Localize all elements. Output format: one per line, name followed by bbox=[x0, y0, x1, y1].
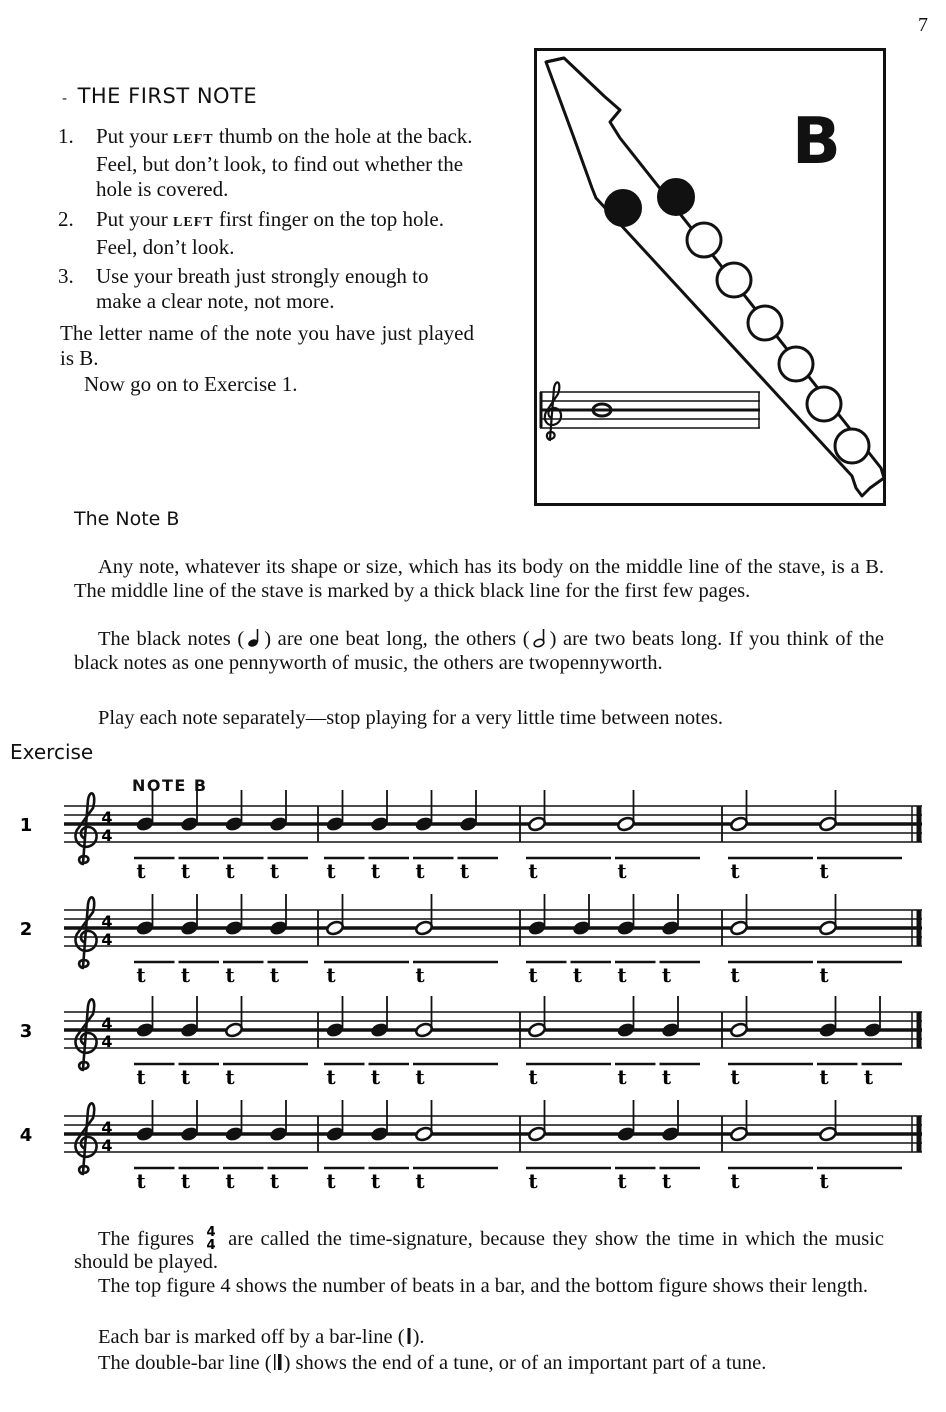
tongue-mark: t bbox=[730, 1169, 740, 1193]
tongue-mark: t bbox=[617, 963, 627, 987]
treble-clef-icon bbox=[75, 1103, 96, 1174]
tongue-mark: t bbox=[819, 963, 829, 987]
tongue-mark: t bbox=[528, 1065, 538, 1089]
tongue-mark: t bbox=[617, 1065, 627, 1089]
time-signature-top: 4 bbox=[101, 808, 113, 827]
tongue-mark: t bbox=[136, 1169, 146, 1193]
tongue-mark: t bbox=[730, 859, 740, 883]
exercise-label: Exercise bbox=[10, 740, 94, 764]
tongue-mark: t bbox=[730, 1065, 740, 1089]
tongue-mark: t bbox=[617, 1169, 627, 1193]
para-text: Each bar is marked off by a bar-line ( bbox=[98, 1326, 405, 1348]
tongue-mark: t bbox=[370, 1169, 381, 1193]
step-text: Put your bbox=[96, 207, 174, 231]
para-text: The double-bar line ( bbox=[98, 1352, 272, 1374]
tongue-mark: t bbox=[225, 963, 235, 987]
heading-title: THE FIRST NOTE bbox=[77, 84, 258, 108]
tongue-mark: t bbox=[180, 963, 191, 987]
row-number: 1 bbox=[19, 815, 33, 836]
para-text: ) shows the end of a tune, or of an important part of a tune. bbox=[283, 1352, 767, 1374]
tongue-mark: t bbox=[459, 859, 470, 883]
tongue-mark: t bbox=[180, 859, 191, 883]
time-signature-top: 4 bbox=[101, 1014, 113, 1033]
time-signature-top: 4 bbox=[101, 912, 113, 931]
tongue-mark: t bbox=[415, 1065, 425, 1089]
tongue-mark: t bbox=[661, 963, 672, 987]
open-hole-icon bbox=[835, 429, 869, 463]
para-text: ) are one beat long, the others ( bbox=[264, 628, 530, 650]
instruction-step-1 bbox=[58, 124, 478, 202]
row-number: 4 bbox=[19, 1125, 33, 1146]
tongue-mark: t bbox=[415, 859, 425, 883]
tongue-mark: t bbox=[269, 963, 280, 987]
tongue-mark: t bbox=[225, 1065, 235, 1089]
step-number: 1. bbox=[58, 124, 74, 148]
note-b-paragraph-2 bbox=[74, 627, 884, 675]
tongue-mark: t bbox=[370, 859, 381, 883]
open-hole-icon bbox=[807, 387, 841, 421]
open-hole-icon bbox=[748, 306, 782, 340]
open-hole-icon bbox=[779, 347, 813, 381]
covered-hole-icon bbox=[605, 190, 641, 226]
tongue-mark: t bbox=[136, 1065, 146, 1089]
ts-inline-bottom: 4 bbox=[206, 1238, 216, 1250]
tongue-mark: t bbox=[661, 1065, 672, 1089]
time-signature-bottom: 4 bbox=[101, 930, 113, 949]
tongue-mark: t bbox=[180, 1065, 191, 1089]
tongue-mark: t bbox=[136, 963, 146, 987]
first-note-heading bbox=[62, 84, 257, 108]
tongue-mark: t bbox=[180, 1169, 191, 1193]
time-signature-bottom: 4 bbox=[101, 1032, 113, 1051]
covered-hole-icon bbox=[658, 179, 694, 215]
step-emphasis: LEFT bbox=[173, 132, 214, 147]
tongue-mark: t bbox=[370, 1065, 381, 1089]
open-hole-icon bbox=[717, 263, 751, 297]
top-figure-explanation: The top figure 4 shows the number of beats in a bar, and the bottom figure shows their length. bbox=[98, 1275, 869, 1297]
instruction-step-2 bbox=[58, 207, 478, 260]
tongue-mark: t bbox=[819, 859, 829, 883]
treble-clef-icon bbox=[75, 999, 96, 1070]
para-text: ). bbox=[412, 1326, 425, 1348]
time-signature-bottom: 4 bbox=[101, 826, 113, 845]
page-number: 7 bbox=[918, 14, 928, 36]
tongue-mark: t bbox=[730, 963, 740, 987]
chart-stave bbox=[540, 382, 760, 440]
double-barline-icon bbox=[272, 1353, 284, 1371]
note-letter: B bbox=[792, 105, 841, 179]
note-b-paragraph-3: Play each note separately—stop playing for a very little time between notes. bbox=[98, 707, 724, 729]
tongue-mark: t bbox=[415, 963, 425, 987]
tongue-mark: t bbox=[225, 859, 235, 883]
step-text-rest: thumb on the hole at the back. Feel, but don’t look, to find out whether the hole is covered. bbox=[96, 124, 473, 201]
step-number: 2. bbox=[58, 207, 74, 231]
step-text: Put your bbox=[96, 124, 174, 148]
tongue-mark: t bbox=[572, 963, 583, 987]
para-text: The figures bbox=[98, 1228, 195, 1250]
row-number: 3 bbox=[19, 1021, 33, 1042]
closing-line-1: The letter name of the note you have just played is B. bbox=[60, 321, 474, 370]
tongue-mark: t bbox=[269, 1169, 280, 1193]
double-bar-explanation bbox=[74, 1352, 884, 1375]
treble-clef-icon bbox=[75, 793, 96, 864]
tongue-mark: t bbox=[136, 859, 146, 883]
row-number: 2 bbox=[19, 919, 33, 940]
quarter-note-icon bbox=[247, 628, 261, 648]
step-emphasis: LEFT bbox=[173, 215, 214, 230]
barline-explanation bbox=[74, 1326, 884, 1349]
tongue-mark: t bbox=[326, 1169, 336, 1193]
tongue-mark: t bbox=[326, 859, 336, 883]
instruction-step-3 bbox=[58, 264, 478, 317]
heading-dash: - bbox=[62, 91, 68, 107]
open-hole-icon bbox=[687, 223, 721, 257]
half-note-icon bbox=[533, 628, 547, 648]
para-text: are called the time-signature, because they show the time in which the music should be played. bbox=[74, 1228, 884, 1273]
para-text: ) are two beats long. If you think of the black notes as one pennyworth of music, the others are twopennyworth. bbox=[74, 628, 884, 674]
step-number: 3. bbox=[58, 264, 74, 288]
note-b-heading: The Note B bbox=[74, 508, 180, 530]
time-signature-top: 4 bbox=[101, 1118, 113, 1137]
tongue-mark: t bbox=[225, 1169, 235, 1193]
time-signature-inline bbox=[202, 1224, 220, 1250]
tongue-mark: t bbox=[661, 1169, 672, 1193]
note-b-label: NOTE B bbox=[132, 776, 208, 795]
treble-clef-icon bbox=[75, 897, 96, 968]
time-signature-explanation bbox=[74, 1224, 884, 1274]
exercise-score bbox=[0, 790, 946, 1210]
tongue-mark: t bbox=[863, 1065, 874, 1089]
tongue-mark: t bbox=[819, 1169, 829, 1193]
barline-icon bbox=[405, 1327, 413, 1345]
step-text-rest: first finger on the top hole. Feel, don’t look. bbox=[96, 207, 444, 259]
tongue-mark: t bbox=[269, 859, 280, 883]
tongue-mark: t bbox=[415, 1169, 425, 1193]
closing-line-2: Now go on to Exercise 1. bbox=[84, 372, 298, 396]
tongue-mark: t bbox=[326, 1065, 336, 1089]
para-text: The black notes ( bbox=[98, 628, 245, 650]
tongue-mark: t bbox=[819, 1065, 829, 1089]
time-signature-bottom: 4 bbox=[101, 1136, 113, 1155]
step-text: Use your breath just strongly enough to make a clear note, not more. bbox=[96, 264, 429, 313]
tongue-mark: t bbox=[528, 963, 538, 987]
tongue-mark: t bbox=[326, 963, 336, 987]
tongue-mark: t bbox=[528, 1169, 538, 1193]
note-b-paragraph-1: Any note, whatever its shape or size, which has its body on the middle line of the stave, is a B. The middle line of the stave is marked by a thick black line for the first few pages. bbox=[74, 556, 884, 602]
tongue-mark: t bbox=[528, 859, 538, 883]
ts-inline-top: 4 bbox=[206, 1225, 216, 1240]
tongue-mark: t bbox=[617, 859, 627, 883]
